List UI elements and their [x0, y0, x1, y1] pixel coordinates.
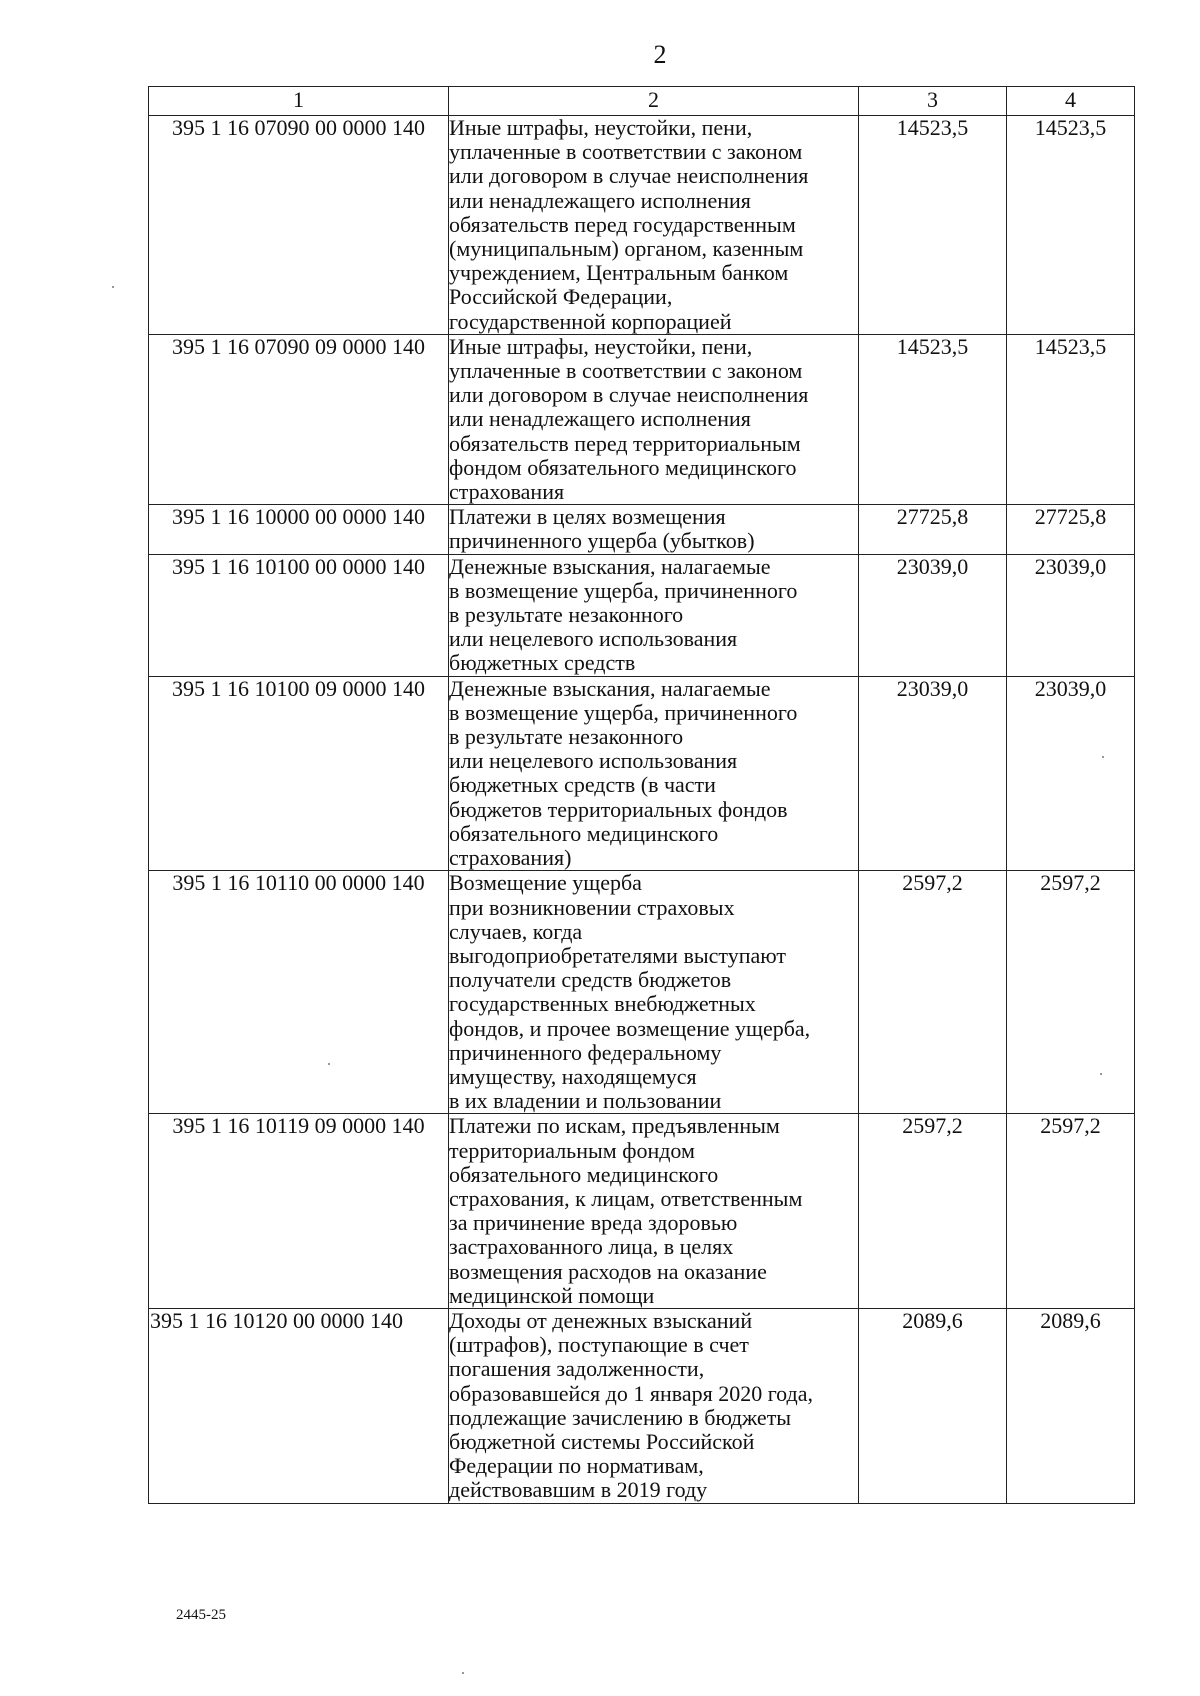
description-line: или ненадлежащего исполнения: [449, 187, 751, 213]
description-line: государственной корпорацией: [449, 308, 732, 334]
scan-speck: [1100, 1073, 1102, 1075]
description-line: обязательств перед государственным: [449, 211, 796, 237]
amount-cell-col4: 14523,5: [1007, 334, 1135, 504]
budget-code-cell: 395 1 16 10100 00 0000 140: [149, 554, 449, 676]
description-line: обязательного медицинского: [449, 820, 719, 846]
amount-cell-col3: 14523,5: [859, 116, 1007, 335]
description-line: фондом обязательного медицинского: [449, 454, 797, 480]
amount-cell-col4: 2089,6: [1007, 1308, 1135, 1503]
description-line: уплаченные в соответствии с законом: [449, 358, 803, 384]
description-cell: [449, 334, 859, 504]
document-code: 2445-25: [176, 1607, 226, 1623]
description-line: Федерации по нормативам,: [449, 1453, 704, 1479]
description-cell: [449, 871, 859, 1114]
table-row: [149, 871, 1135, 1114]
budget-code-cell: 395 1 16 10119 09 0000 140: [149, 1114, 449, 1309]
scan-speck: [1102, 756, 1104, 758]
description-line: получатели средств бюджетов: [449, 967, 732, 993]
budget-code-cell: 395 1 16 10120 00 0000 140: [149, 1308, 449, 1503]
description-line: в результате незаконного: [449, 602, 684, 628]
description-cell: [449, 1308, 859, 1503]
description-line: бюджетов территориальных фондов: [449, 796, 788, 822]
description-line: или договором в случае неисполнения: [449, 163, 809, 189]
budget-code-cell: 395 1 16 07090 00 0000 140: [149, 116, 449, 335]
description-line: за причинение вреда здоровью: [449, 1210, 738, 1236]
description-line: Платежи по искам, предъявленным: [449, 1113, 780, 1139]
table-row: [149, 505, 1135, 554]
description-line: причиненного ущерба (убытков): [449, 528, 755, 554]
description-line: погашения задолженности,: [449, 1356, 705, 1382]
amount-cell-col3: 23039,0: [859, 554, 1007, 676]
description-line: подлежащие зачислению в бюджеты: [449, 1404, 792, 1430]
amount-cell-col3: 2089,6: [859, 1308, 1007, 1503]
amount-cell-col4: 2597,2: [1007, 871, 1135, 1114]
amount-cell-col4: 27725,8: [1007, 505, 1135, 554]
scan-speck: [112, 286, 114, 288]
budget-revenue-table: [148, 86, 1135, 1504]
description-line: Возмещение ущерба: [449, 870, 642, 896]
description-line: Платежи в целях возмещения: [449, 504, 726, 530]
description-cell: [449, 554, 859, 676]
scan-speck: [462, 1672, 464, 1674]
amount-cell-col3: 2597,2: [859, 871, 1007, 1114]
description-line: уплаченные в соответствии с законом: [449, 139, 803, 165]
description-line: Денежные взыскания, налагаемые: [449, 553, 771, 579]
budget-code-cell: 395 1 16 10000 00 0000 140: [149, 505, 449, 554]
description-line: образовавшейся до 1 января 2020 года,: [449, 1380, 813, 1406]
page-number: 2: [653, 40, 667, 69]
description-line: в их владении и пользовании: [449, 1088, 722, 1114]
table-header-row: [149, 87, 1135, 116]
description-line: или нецелевого использования: [449, 748, 738, 774]
description-cell: [449, 676, 859, 871]
description-line: или ненадлежащего исполнения: [449, 406, 751, 432]
table-body: [149, 116, 1135, 1504]
description-line: бюджетных средств: [449, 650, 636, 676]
description-cell: [449, 116, 859, 335]
description-cell: [449, 505, 859, 554]
description-line: возмещения расходов на оказание: [449, 1258, 767, 1284]
description-line: (штрафов), поступающие в счет: [449, 1332, 749, 1358]
budget-code-cell: 395 1 16 07090 09 0000 140: [149, 334, 449, 504]
amount-cell-col3: 23039,0: [859, 676, 1007, 871]
description-line: государственных внебюджетных: [449, 991, 756, 1017]
description-line: Доходы от денежных взысканий: [449, 1307, 753, 1333]
description-line: при возникновении страховых: [449, 894, 735, 920]
description-line: учреждением, Центральным банком: [449, 260, 789, 286]
table-row: [149, 1114, 1135, 1309]
description-line: медицинской помощи: [449, 1282, 655, 1308]
description-line: или нецелевого использования: [449, 626, 738, 652]
scan-speck: [328, 1063, 330, 1065]
description-line: фондов, и прочее возмещение ущерба,: [449, 1015, 811, 1041]
column-header-4: 4: [1007, 87, 1135, 116]
description-line: Иные штрафы, неустойки, пени,: [449, 333, 753, 359]
column-header-2: 2: [449, 87, 859, 116]
description-line: или договором в случае неисполнения: [449, 382, 809, 408]
table-row: [149, 334, 1135, 504]
description-line: действовавшим в 2019 году: [449, 1477, 708, 1503]
description-line: обязательного медицинского: [449, 1161, 719, 1187]
column-header-1: 1: [149, 87, 449, 116]
column-header-3: 3: [859, 87, 1007, 116]
description-line: Иные штрафы, неустойки, пени,: [449, 115, 753, 140]
table-row: [149, 676, 1135, 871]
budget-code-cell: 395 1 16 10100 09 0000 140: [149, 676, 449, 871]
description-line: страхования: [449, 479, 565, 505]
description-line: страхования, к лицам, ответственным: [449, 1185, 803, 1211]
description-line: случаев, когда: [449, 918, 583, 944]
description-line: территориальным фондом: [449, 1137, 695, 1163]
description-line: (муниципальным) органом, казенным: [449, 236, 804, 262]
amount-cell-col4: 23039,0: [1007, 554, 1135, 676]
description-line: имуществу, находящемуся: [449, 1063, 697, 1089]
description-line: бюджетных средств (в части: [449, 772, 716, 798]
amount-cell-col3: 27725,8: [859, 505, 1007, 554]
description-line: Российской Федерации,: [449, 284, 673, 310]
description-line: застрахованного лица, в целях: [449, 1234, 734, 1260]
amount-cell-col4: 14523,5: [1007, 116, 1135, 335]
description-line: причиненного федеральному: [449, 1039, 722, 1065]
table-row: [149, 554, 1135, 676]
amount-cell-col4: 2597,2: [1007, 1114, 1135, 1309]
description-line: в возмещение ущерба, причиненного: [449, 577, 798, 603]
amount-cell-col4: 23039,0: [1007, 676, 1135, 871]
description-line: обязательств перед территориальным: [449, 430, 801, 456]
description-line: в результате незаконного: [449, 724, 684, 750]
amount-cell-col3: 14523,5: [859, 334, 1007, 504]
description-cell: [449, 1114, 859, 1309]
table-row: [149, 1308, 1135, 1503]
description-line: бюджетной системы Российской: [449, 1428, 755, 1454]
description-line: страхования): [449, 845, 572, 871]
description-line: выгодоприобретателями выступают: [449, 942, 787, 968]
table-row: [149, 116, 1135, 335]
amount-cell-col3: 2597,2: [859, 1114, 1007, 1309]
description-line: в возмещение ущерба, причиненного: [449, 699, 798, 725]
description-line: Денежные взыскания, налагаемые: [449, 675, 771, 701]
budget-code-cell: 395 1 16 10110 00 0000 140: [149, 871, 449, 1114]
